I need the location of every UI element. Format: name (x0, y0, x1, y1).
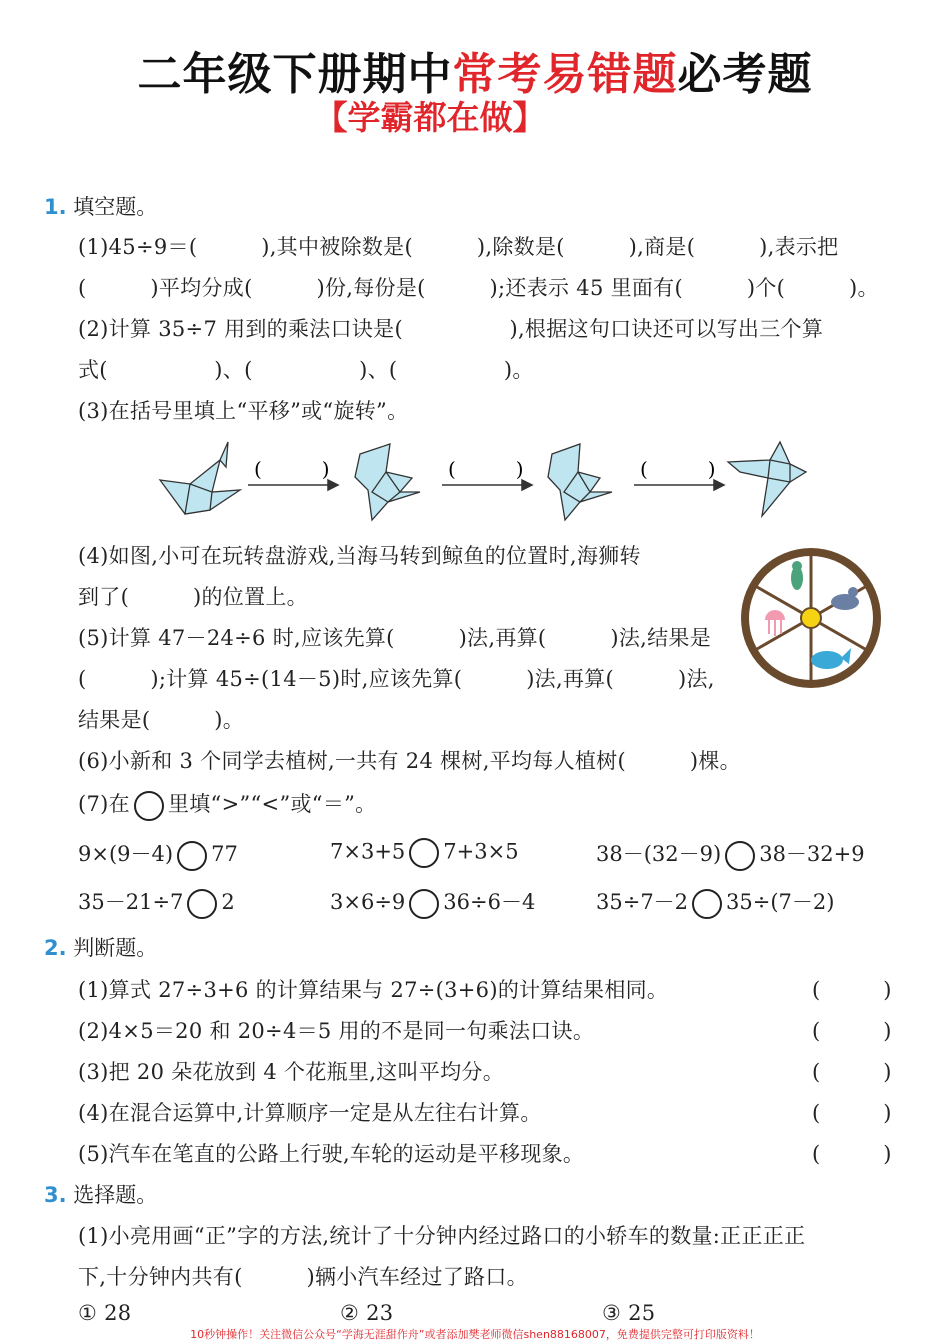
judge-item-3: (3)把 20 朵花放到 4 个花瓶里,这叫平均分。 (78, 1060, 505, 1084)
judge-item-4: (4)在混合运算中,计算顺序一定是从左往右计算。 (78, 1101, 542, 1125)
section-number: 3. (44, 1183, 67, 1207)
option-2[interactable]: ② 23 (340, 1301, 394, 1325)
title-highlight: 常考易错题 (452, 49, 678, 100)
section-label: 判断题。 (73, 936, 158, 960)
fill-line-1: (1)45÷9＝( ),其中被除数是( ),除数是( ),商是( ),表示把 (78, 235, 839, 259)
compare-left: 38－(32－9) (596, 842, 722, 866)
crane-3-icon (548, 444, 612, 520)
comparison-item (78, 886, 235, 919)
fill-line-5: (3)在括号里填上“平移”或“旋转”。 (78, 399, 409, 423)
arrow-blank-1: ( ) (254, 457, 330, 481)
title-suffix: 必考题 (677, 49, 813, 100)
compare-circle-icon[interactable] (725, 841, 755, 871)
q7-suffix: 里填“>”“<”或“＝”。 (167, 792, 377, 816)
comparison-item (78, 838, 238, 871)
wheel-hub (801, 608, 821, 628)
judge-item-1: (1)算式 27÷3+6 的计算结果与 27÷(3+6)的计算结果相同。 (78, 978, 669, 1002)
compare-right: 77 (211, 842, 238, 866)
option-1[interactable]: ① 28 (78, 1301, 132, 1325)
section-2-heading (44, 932, 157, 962)
answer-blank[interactable]: ( ) (812, 1060, 892, 1084)
fill-line-4: 式( )、( )、( )。 (78, 358, 534, 382)
choice-line-1: (1)小亮用画“正”字的方法,统计了十分钟内经过路口的小轿车的数量:正正正正 (78, 1224, 806, 1248)
comparison-item (330, 838, 519, 868)
crane-4-icon (728, 442, 806, 516)
compare-left: 3×6÷9 (330, 890, 406, 914)
answer-blank[interactable]: ( ) (812, 1142, 892, 1166)
choice-line-2: 下,十分钟内共有( )辆小汽车经过了路口。 (78, 1265, 528, 1289)
comparison-item (330, 886, 535, 919)
arrow-1 (248, 480, 338, 490)
fill-line-10: 结果是( )。 (78, 708, 245, 732)
fill-line-3: (2)计算 35÷7 用到的乘法口诀是( ),根据这句口诀还可以写出三个算 (78, 317, 824, 341)
compare-circle-icon[interactable] (177, 841, 207, 871)
arrow-blank-3: ( ) (640, 457, 716, 481)
crane-1-icon (160, 442, 240, 514)
fill-line-6: (4)如图,小可在玩转盘游戏,当海马转到鲸鱼的位置时,海狮转 (78, 544, 641, 568)
answer-blank[interactable]: ( ) (812, 1101, 892, 1125)
compare-right: 36÷6－4 (443, 890, 536, 914)
judge-item-5: (5)汽车在笔直的公路上行驶,车轮的运动是平移现象。 (78, 1142, 585, 1166)
compare-circle-icon[interactable] (409, 889, 439, 919)
option-3[interactable]: ③ 25 (602, 1301, 656, 1325)
comparison-item (596, 886, 834, 919)
fill-line-8: (5)计算 47－24÷6 时,应该先算( )法,再算( )法,结果是 (78, 626, 711, 650)
compare-circle-icon[interactable] (692, 889, 722, 919)
compare-left: 35－21÷7 (78, 890, 184, 914)
section-label: 选择题。 (73, 1183, 158, 1207)
answer-blank[interactable]: ( ) (812, 1019, 892, 1043)
fill-line-9: ( );计算 45÷(14－5)时,应该先算( )法,再算( )法, (78, 667, 715, 691)
compare-circle-icon[interactable] (409, 838, 439, 868)
answer-blank[interactable]: ( ) (812, 978, 892, 1002)
section-number: 1. (44, 195, 67, 219)
q7-prefix: (7)在 (78, 792, 130, 816)
compare-left: 7×3+5 (330, 839, 406, 864)
fill-line-11: (6)小新和 3 个同学去植树,一共有 24 棵树,平均每人植树( )棵。 (78, 749, 741, 773)
arrow-2 (442, 480, 532, 490)
crane-2-icon (355, 444, 420, 520)
compare-left: 35÷7－2 (596, 890, 689, 914)
section-3-heading (44, 1179, 157, 1209)
compare-right: 7+3×5 (443, 839, 519, 864)
compare-left: 9×(9－4) (78, 842, 174, 866)
section-1-heading (44, 191, 157, 221)
comparison-item (596, 838, 865, 871)
compare-right: 35÷(7－2) (726, 890, 835, 914)
arrow-blank-2: ( ) (448, 457, 524, 481)
compare-circle-icon (134, 791, 164, 821)
compare-circle-icon[interactable] (187, 889, 217, 919)
section-number: 2. (44, 936, 67, 960)
section-label: 填空题。 (73, 195, 158, 219)
seahorse-icon (791, 561, 803, 590)
spinner-wheel-figure (735, 542, 887, 694)
title-prefix: 二年级下册期中 (137, 49, 453, 100)
fill-line-7: 到了( )的位置上。 (78, 585, 308, 609)
compare-right: 38－32+9 (759, 842, 865, 866)
arrow-3 (634, 480, 724, 490)
compare-right: 2 (221, 890, 235, 914)
jellyfish-icon (765, 610, 785, 636)
footer-notice: 10秒钟操作！关注微信公众号“学海无涯甜作舟”或者添加樊老师微信shen88168007，免费提供完整可打印版资料！ (190, 1328, 760, 1341)
subtitle: 【学霸都在做】 (314, 98, 546, 137)
crane-sequence-figure (150, 432, 810, 527)
fill-line-12 (78, 788, 376, 821)
fill-line-2: ( )平均分成( )份,每份是( );还表示 45 里面有( )个( )。 (78, 276, 879, 300)
judge-item-2: (2)4×5＝20 和 20÷4＝5 用的不是同一句乘法口诀。 (78, 1019, 595, 1043)
